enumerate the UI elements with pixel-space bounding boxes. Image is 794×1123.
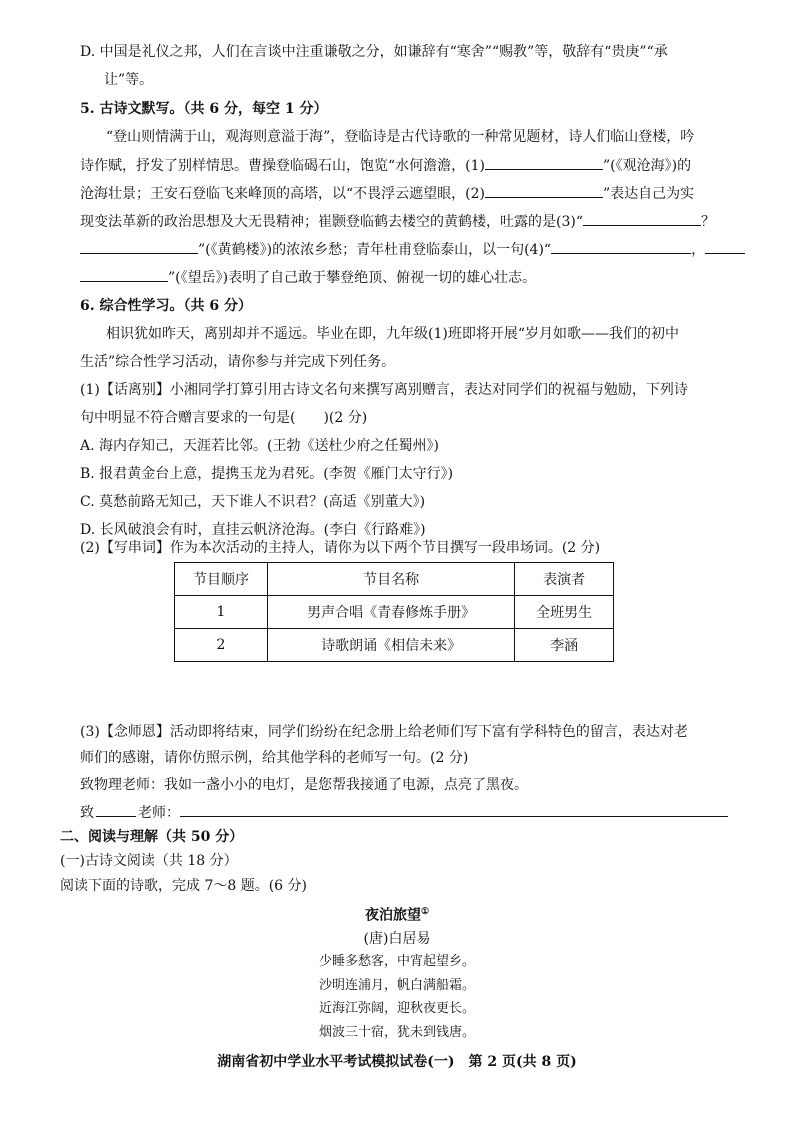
table-cell: 2 — [175, 629, 268, 662]
table-row — [175, 629, 614, 662]
poem-line: 近海江弥阔，迎秋夜更长。 — [318, 1001, 475, 1016]
q6-option-b[interactable]: B. 报君黄金台上意，提携玉龙为君死。(李贺《雁门太守行》) — [80, 466, 454, 482]
part2-instruction: 阅读下面的诗歌，完成 7～8 题。(6 分) — [60, 878, 307, 894]
q6-task2: (2)【写串词】作为本次活动的主持人，请你为以下两个节目撰写一段串场词。(2 分) — [80, 540, 601, 556]
table-header-cell: 节目名称 — [267, 563, 514, 596]
q6-task1-line1: (1)【话离别】小湘同学打算引用古诗文名句来撰写离别赠言，表达对同学们的祝福与勉励，下列诗 — [80, 382, 688, 398]
q6-option-d[interactable]: D. 长风破浪会有时，直挂云帆济沧海。(李白《行路难》) — [80, 522, 426, 538]
q6-option-a[interactable]: A. 海内存知己，天涯若比邻。(王勃《送杜少府之任蜀州》) — [80, 438, 439, 454]
table-cell: 全班男生 — [515, 596, 614, 629]
table-row — [175, 596, 614, 629]
q6-fill-line: 致 老师： — [80, 802, 728, 823]
q5-blank-4b[interactable] — [705, 239, 745, 254]
q5-para-line6: ”(《望岳》)表明了自己敢于攀登绝顶、俯视一切的雄心壮志。 — [80, 267, 536, 288]
q6-intro-line1: 相识犹如昨天，离别却并不遥远。毕业在即，九年级(1)班即将开展“岁月如歌——我们的初中 — [106, 326, 679, 342]
part2-heading: 二、阅读与理解（共 50 分） — [60, 829, 244, 845]
q5-para-line2: 诗作赋，抒发了别样情思。曹操登临碣石山，饱览“水何澹澹，(1) ”(《观沧海》)的 — [80, 155, 691, 176]
poem-line: 沙明连浦月，帆白满船霜。 — [318, 978, 475, 993]
table-cell: 诗歌朗诵《相信未来》 — [267, 629, 514, 662]
q6-task1-line2: 句中明显不符合赠言要求的一句是( )(2 分) — [80, 410, 368, 426]
q4-option-d-line1: D. 中国是礼仪之邦，人们在言谈中注重谦敬之分，如谦辞有“寒舍”“赐教”等，敬辞有“贵庚”“承 — [80, 44, 668, 60]
q5-blank-4a[interactable] — [551, 239, 691, 254]
table-cell: 1 — [175, 596, 268, 629]
q6-example: 致物理老师：我如一盏小小的电灯，是您帮我接通了电源，点亮了黑夜。 — [80, 777, 528, 793]
q5-para-line1: “登山则情满于山，观海则意溢于海”，登临诗是古代诗歌的一种常见题材，诗人们临山登楼，吟 — [106, 129, 695, 145]
program-table-header — [175, 563, 614, 596]
q5-para-line5: ”(《黄鹤楼》)的浓浓乡愁；青年杜甫登临泰山，以一句(4)“ ， — [80, 239, 745, 260]
q5-blank-1[interactable] — [485, 155, 603, 170]
page-footer: 湖南省初中学业水平考试模拟试卷(一) 第 2 页(共 8 页) — [217, 1054, 577, 1070]
q6-option-c[interactable]: C. 莫愁前路无知己，天下谁人不识君？(高适《别董大》) — [80, 494, 426, 510]
poem-title: 夜泊旅望① — [364, 907, 430, 924]
q5-blank-3b[interactable] — [80, 239, 198, 254]
q5-blank-2[interactable] — [485, 183, 603, 198]
message-blank[interactable] — [180, 802, 728, 817]
q5-para-line3: 沧海壮景；王安石登临飞来峰顶的高塔，以“不畏浮云遮望眼，(2) ”表达自己为实 — [80, 183, 694, 204]
table-header-cell: 表演者 — [515, 563, 614, 596]
q6-heading: 6. 综合性学习。（共 6 分） — [80, 298, 252, 314]
table-cell: 男声合唱《青春修炼手册》 — [267, 596, 514, 629]
q6-intro-line2: 生活”综合性学习活动，请你参与并完成下列任务。 — [80, 354, 396, 370]
poem-footnote-mark: ① — [420, 907, 430, 917]
poem-line: 少睡多愁客，中宵起望乡。 — [318, 954, 475, 969]
q4-option-d-line2: 让”等。 — [104, 72, 154, 88]
table-cell: 李涵 — [515, 629, 614, 662]
poem-author: (唐)白居易 — [363, 931, 431, 947]
program-table — [174, 562, 614, 662]
q6-task3-line2: 师们的感谢，请你仿照示例，给其他学科的老师写一句。(2 分) — [80, 750, 469, 766]
q5-blank-4c[interactable] — [80, 267, 168, 282]
q6-task3-line1: (3)【念师恩】活动即将结束，同学们纷纷在纪念册上给老师们写下富有学科特色的留言，表达对老 — [80, 724, 688, 740]
q5-para-line4: 现变法革新的政治思想及大无畏精神；崔颢登临鹤去楼空的黄鹤楼，吐露的是(3)“ ？ — [80, 211, 715, 232]
table-header-cell: 节目顺序 — [175, 563, 268, 596]
q5-heading: 5. 古诗文默写。（共 6 分，每空 1 分） — [80, 101, 328, 117]
subject-blank[interactable] — [96, 802, 136, 817]
poem-line: 烟波三十宿，犹未到钱唐。 — [318, 1025, 475, 1040]
part2-subheading: (一)古诗文阅读（共 18 分） — [60, 853, 238, 869]
q5-blank-3a[interactable] — [583, 211, 701, 226]
